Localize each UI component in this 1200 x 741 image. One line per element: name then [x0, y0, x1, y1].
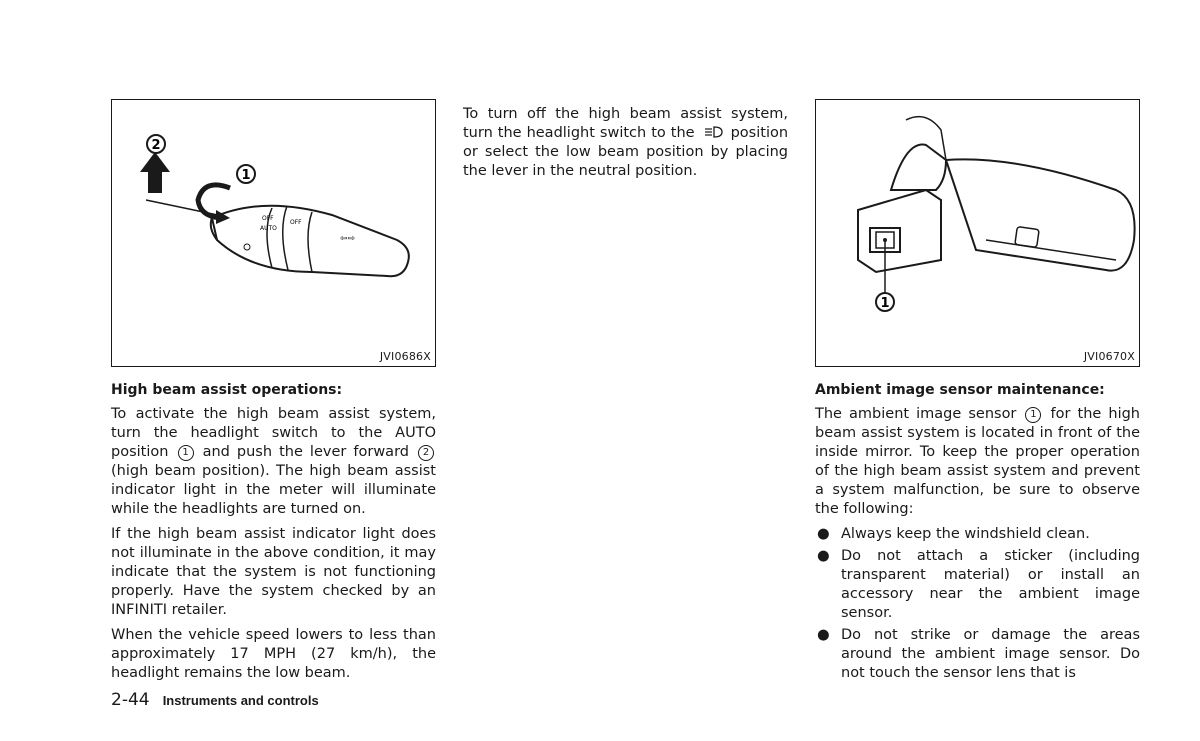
list-item: ● Do not attach a sticker (including transparent material) or install an accessory near the ambient image sensor. [817, 548, 1140, 621]
turn-signal-icon: ⇦⇨ [340, 234, 356, 244]
figure-code: JVI0670X [1083, 350, 1135, 363]
middle-column [463, 105, 788, 187]
section-title: Instruments and controls [162, 693, 319, 708]
ambient-sensor-figure [815, 99, 1140, 367]
paragraph-sensor: The ambient image sensor 1 for the high beam assist system is located in front of the inside mirror. To keep the proper operation of the high beam assist system and prevent a system malfunction, be sure to observe the following: [815, 406, 1140, 517]
page-number: 2-44 [111, 690, 150, 710]
headlight-lever-figure [111, 99, 436, 367]
lever-label-off-2: OFF [290, 219, 302, 226]
maintenance-list [815, 525, 1140, 683]
callout-ref-2: 2 [418, 445, 434, 461]
callout-ref-1: 1 [1025, 407, 1041, 423]
lever-label-auto: AUTO [260, 225, 277, 232]
headlight-off-icon [702, 125, 724, 139]
figure-code: JVI0686X [379, 350, 431, 363]
paragraph-activate: To activate the high beam assist system, turn the headlight switch to the AUTO position 1 and push the lever forward 2 (high beam position). The high beam assist indicator light in the meter will illuminate while the headlights are turned on. [111, 406, 436, 517]
paragraph-speed: When the vehicle speed lowers to less than approximately 17 MPH (27 km/h), the headlight remains the low beam. [111, 627, 436, 681]
page-footer [111, 690, 319, 710]
callout-1: 1 [241, 168, 251, 183]
right-column [815, 381, 1140, 686]
inside-mirror-illustration [816, 100, 1138, 365]
paragraph-indicator: If the high beam assist indicator light does not illuminate in the above condition, it may indicate that the system is not functioning properly. Have the system checked by an INFINITI retailer. [111, 526, 436, 618]
left-column [111, 381, 436, 689]
callout-ref-1: 1 [178, 445, 194, 461]
list-item: ● Do not strike or damage the areas around the ambient image sensor. Do not touch the sensor lens that is [817, 627, 1140, 681]
list-item: ● Always keep the windshield clean. [817, 526, 1090, 542]
callout-1: 1 [880, 296, 890, 311]
section-heading: Ambient image sensor maintenance: [815, 382, 1105, 398]
section-heading: High beam assist operations: [111, 382, 343, 398]
lever-label-off: OFF [262, 215, 274, 222]
callout-2: 2 [151, 138, 161, 153]
paragraph-turn-off: To turn off the high beam assist system, turn the headlight switch to the position or select the low beam position by placing the lever in the neutral position. [463, 106, 789, 179]
push-arrow-icon [140, 152, 170, 193]
headlight-lever-illustration [112, 100, 434, 365]
